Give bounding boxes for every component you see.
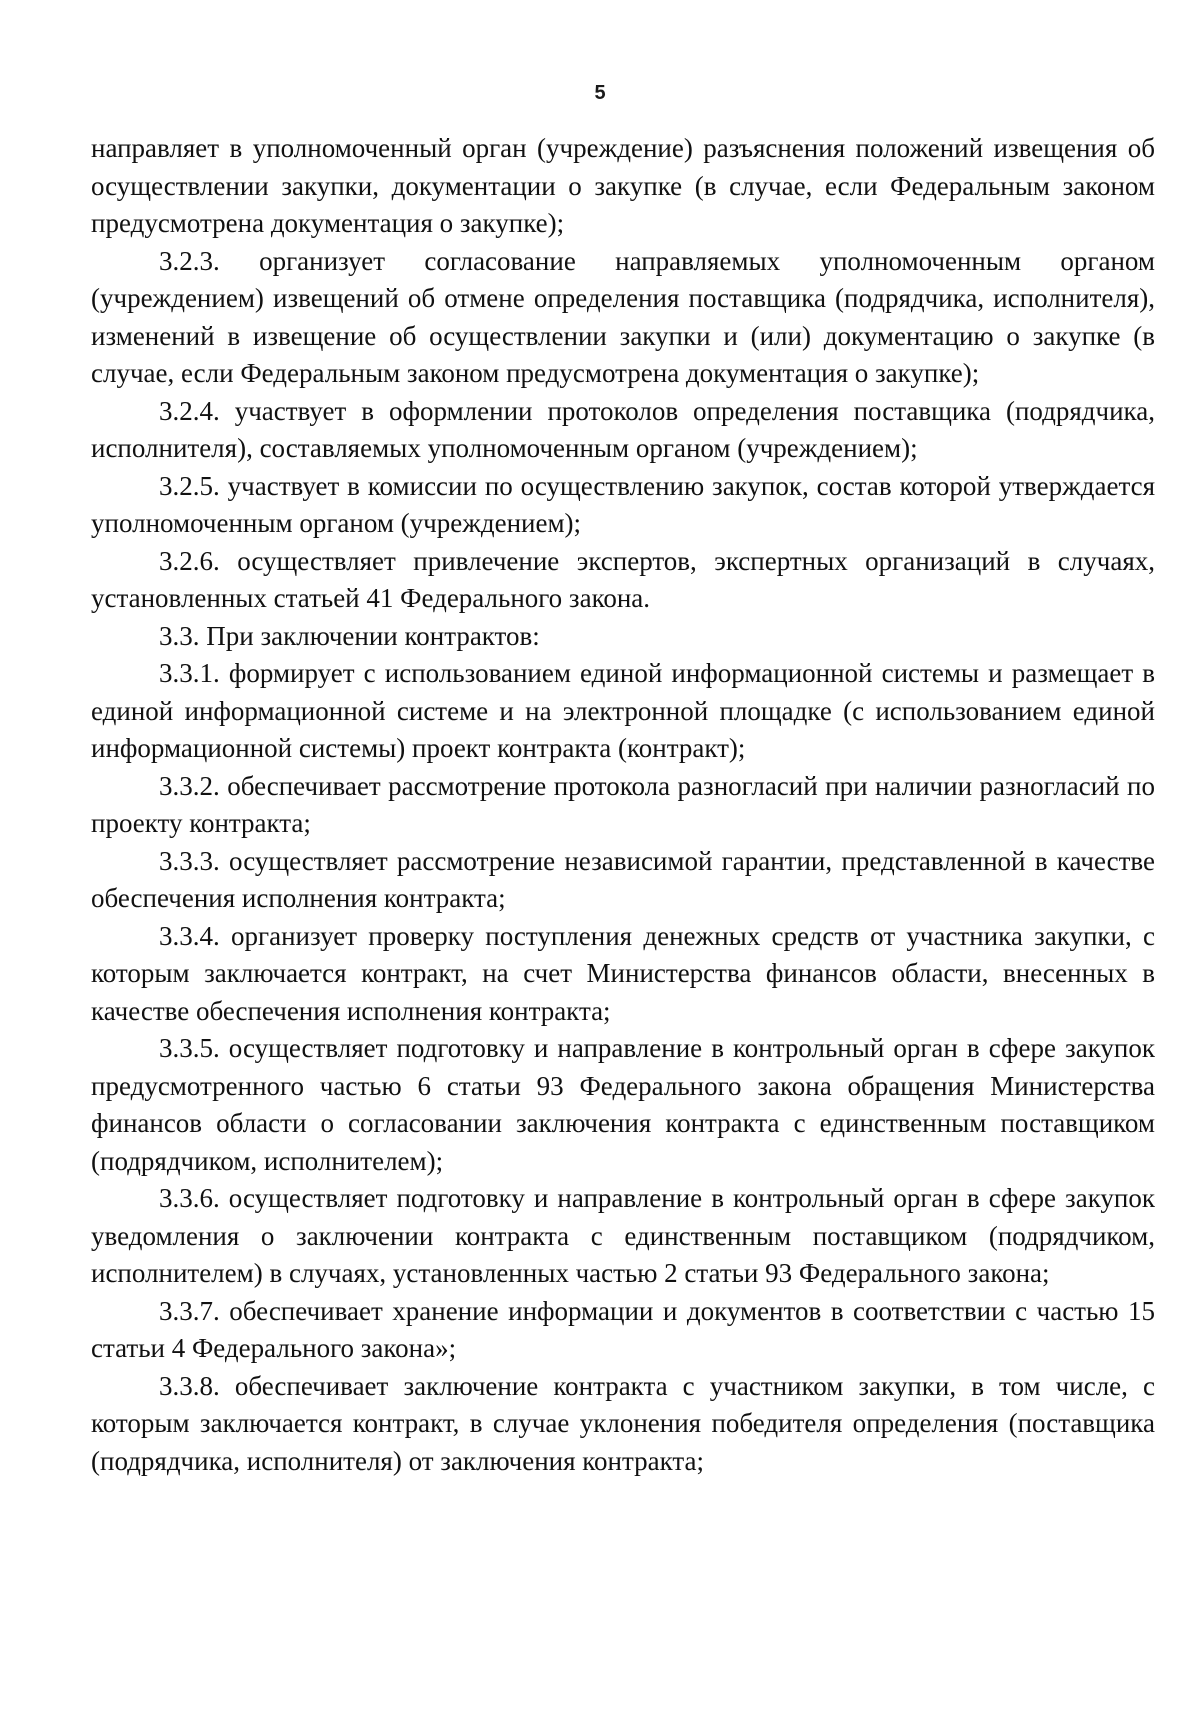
paragraph-3-2-5: 3.2.5. участвует в комиссии по осуществлению закупок, состав которой утверждается уполномоченным органом (учреждением); [91, 470, 1155, 538]
paragraph-3-3-1: 3.3.1. формирует с использованием единой информационной системы и размещает в единой информационной системе и на электронной площадке (с использованием единой информационной системы) проект контракта (контракт); [91, 658, 1155, 763]
paragraph-3-3-2: 3.3.2. обеспечивает рассмотрение протокола разногласий при наличии разногласий по проекту контракта; [91, 770, 1155, 838]
document-body [91, 130, 1155, 1480]
paragraph-3-3-4: 3.3.4. организует проверку поступления денежных средств от участника закупки, с которым заключается контракт, на счет Министерства финансов области, внесенных в качестве обеспечения исполнения контракта; [91, 920, 1155, 1026]
paragraph-continuation: направляет в уполномоченный орган (учреждение) разъяснения положений извещения об осуществлении закупки, документации о закупке (в случае, если Федеральным законом предусмотрена документация о закупке); [91, 133, 1155, 238]
paragraph-3-3-8: 3.3.8. обеспечивает заключение контракта с участником закупки, в том числе, с которым заключается контракт, в случае уклонения победителя определения (поставщика (подрядчика, исполнителя) от заключения контракта; [91, 1370, 1155, 1476]
page-number: 5 [594, 82, 606, 104]
paragraph-3-3-6: 3.3.6. осуществляет подготовку и направление в контрольный орган в сфере закупок уведомления о заключении контракта с единственным поставщиком (подрядчиком, исполнителем) в случаях, установленных частью 2 статьи 93 Федерального закона; [91, 1183, 1155, 1288]
paragraph-3-3-7: 3.3.7. обеспечивает хранение информации и документов в соответствии с частью 15 статьи 4 Федерального закона»; [91, 1295, 1155, 1363]
paragraph-3-3-5: 3.3.5. осуществляет подготовку и направление в контрольный орган в сфере закупок предусмотренного частью 6 статьи 93 Федерального закона обращения Министерства финансов области о согласовании заключения контракта с единственным поставщиком (подрядчиком, исполнителем); [91, 1033, 1155, 1176]
paragraph-3-2-3: 3.2.3. организует согласование направляемых уполномоченным органом (учреждением) извещений об отмене определения поставщика (подрядчика, исполнителя), изменений в извещение об осуществлении закупки и (или) документацию о закупке (в случае, если Федеральным законом предусмотрена документация о закупке); [91, 245, 1155, 388]
paragraph-3-2-4: 3.2.4. участвует в оформлении протоколов определения поставщика (подрядчика, исполнителя), составляемых уполномоченным органом (учреждением); [91, 395, 1155, 463]
paragraph-3-3: 3.3. При заключении контрактов: [159, 620, 540, 651]
paragraph-3-3-3: 3.3.3. осуществляет рассмотрение независимой гарантии, представленной в качестве обеспечения исполнения контракта; [91, 845, 1155, 913]
paragraph-3-2-6: 3.2.6. осуществляет привлечение экспертов, экспертных организаций в случаях, установленных статьей 41 Федерального закона. [91, 545, 1155, 613]
